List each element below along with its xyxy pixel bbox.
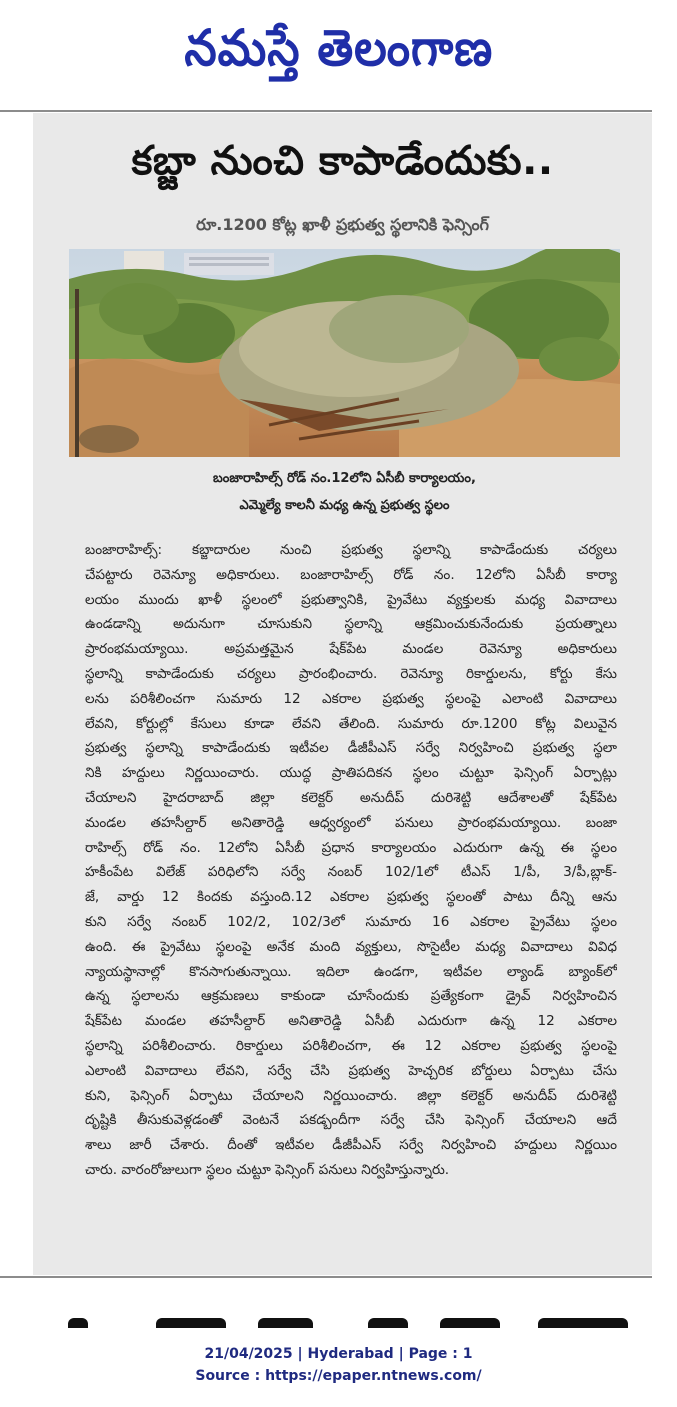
body-line: షేక్‌పేట మండల తహసీల్దార్ అనితారెడ్డి ఏసీబీ ఎదురుగా ఉన్న 12 ఎకరాల <box>85 1013 617 1030</box>
body-line: ప్రారంభమయ్యాయి. అప్రమత్తమైన షేక్‌పేట మండల రెవెన్యూ అధికారులు <box>85 641 617 658</box>
body-line: ఉండడాన్ని అదునుగా చూసుకుని స్థలాన్ని ఆక్రమించుకునేందుకు ప్రయత్నాలు <box>85 616 617 633</box>
article-body <box>85 538 617 1183</box>
body-line: కుని సర్వే నంబర్ 102/2, 102/3లో సుమారు 16 ఎకరాల ప్రైవేటు స్థలం <box>85 913 617 930</box>
body-line: స్థలాన్ని కాపాడేందుకు చర్యలు ప్రారంభించారు. రెవెన్యూ రికార్డులను, కోర్టు కేసు <box>85 665 617 682</box>
body-line: లయం ముందు ఖాళీ స్థలంలో ప్రభుత్వానికి, ప్రైవేటు వ్యక్తులకు మధ్య వివాదాలు <box>85 591 617 608</box>
body-line: కుని, ఫెన్సింగ్ ఏర్పాటు చేయాలని నిర్ణయించారు. జిల్లా కలెక్టర్ అనుదీప్ దురిశెట్టి <box>85 1087 617 1104</box>
article-photo <box>69 249 620 457</box>
body-line: లేవని, కోర్టుల్లో కేసులు కూడా లేవని తేలింది. సుమారు రూ.1200 కోట్ల విలువైన <box>85 715 617 732</box>
bottom-divider <box>0 1276 652 1278</box>
footer-source-link[interactable]: Source : https://epaper.ntnews.com/ <box>195 1368 482 1384</box>
body-line: చేపట్టారు రెవెన్యూ అధికారులు. బంజారాహిల్స్ రోడ్ నం. 12లోని ఏసీబీ కార్యా <box>85 566 617 583</box>
newspaper-logo: నమస్తే తెలంగాణ <box>184 18 493 77</box>
top-divider <box>0 110 652 112</box>
body-line: చేయాలని హైదరాబాద్ జిల్లా కలెక్టర్ అనుదీప్ దురిశెట్టి ఆదేశాలతో షేక్‌పేట <box>85 789 617 806</box>
body-line: దృష్టికి తీసుకువెళ్లడంతో వెంటనే పకడ్బందీగా సర్వే చేసి ఫెన్సింగ్ చేయాలని ఆదే <box>85 1112 617 1129</box>
body-line: హకీంపేట విలేజ్ పరిధిలోని సర్వే నంబర్ 102/1లో టీఎస్ 1/పీ, 3/పీ,బ్లాక్- <box>85 864 617 881</box>
body-line: శాలు జారీ చేశారు. దీంతో ఇటీవల డీజీపీఎస్ సర్వే నిర్వహించి హద్దులు నిర్ణయిం <box>85 1137 617 1154</box>
body-line: జే, వార్డు 12 కిందకు వస్తుంది.12 ఎకరాల ప్రభుత్వ స్థలంతో పాటు దీన్ని ఆను <box>85 889 617 906</box>
page-footer <box>0 1343 677 1387</box>
body-line: న్యాయస్థానాల్లో కొనసాగుతున్నాయి. ఇదిలా ఉండగా, ఇటీవల ల్యాండ్ బ్యాంక్‌లో <box>85 963 617 980</box>
overgrown-land-photo-image <box>69 249 620 457</box>
body-line: రాహిల్స్ రోడ్ నం. 12లోని ఏసీబీ ప్రధాన కార్యాలయం ఎదురుగా ఉన్న ఈ స్థలం <box>85 839 617 856</box>
body-line: బంజారాహిల్స్: కబ్జాదారుల నుంచి ప్రభుత్వ స్థలాన్ని కాపాడేందుకు చర్యలు <box>85 542 617 558</box>
footer-dateline: 21/04/2025 | Hyderabad | Page : 1 <box>204 1346 473 1362</box>
body-line: మండల తహసీల్దార్ అనితారెడ్డి ఆధ్వర్యంలో పనులు ప్రారంభమయ్యాయి. బంజా <box>85 814 617 831</box>
masthead <box>0 0 677 108</box>
body-line: చారు. వారంరోజులుగా స్థలం చుట్టూ ఫెన్సింగ్ పనులు నిర్వహిస్తున్నారు. <box>85 1161 450 1178</box>
caption-line: బంజారాహిల్స్ రోడ్ నం.12లోని ఏసీబీ కార్యాలయం, <box>213 471 476 486</box>
body-line: లను పరిశీలించగా సుమారు 12 ఎకరాల ప్రభుత్వ స్థలంపై ఎలాంటి వివాదాలు <box>85 690 617 707</box>
photo-caption <box>69 465 620 519</box>
news-article <box>33 113 652 1275</box>
article-headline: కబ్జా నుంచి కాపాడేందుకు.. <box>131 138 554 184</box>
article-subheadline: రూ.1200 కోట్ల ఖాళీ ప్రభుత్వ స్థలానికి ఫెన్సింగ్ <box>196 215 489 234</box>
body-line: ప్రభుత్వ స్థలాన్ని కాపాడేందుకు ఇటీవల డీజీపీఎస్ సర్వే నిర్వహించి ప్రభుత్వ స్థలా <box>85 740 617 757</box>
body-line: నికి హద్దులు నిర్ణయించారు. యుద్ధ ప్రాతిపదికన స్థలం చుట్టూ ఫెన్సింగ్ ఏర్పాట్లు <box>85 765 617 782</box>
body-line: ఎలాంటి వివాదాలు లేవని, సర్వే చేసి ప్రభుత్వ హెచ్చరిక బోర్డులు ఏర్పాటు చేసు <box>85 1062 617 1079</box>
body-line: ఉంది. ఈ ప్రైవేటు స్థలంపై అనేక మంది వ్యక్తులు, సొసైటీల మధ్య వివాదాలు వివిధ <box>85 938 617 955</box>
cropped-next-headline <box>68 1318 634 1328</box>
body-line: స్థలాన్ని పరిశీలించారు. రికార్డులు పరిశీలించగా, ఈ 12 ఎకరాల ప్రభుత్వ స్థలంపై <box>85 1037 617 1054</box>
caption-line: ఎమ్మెల్యే కాలనీ మధ్య ఉన్న ప్రభుత్వ స్థలం <box>239 498 450 513</box>
body-line: ఉన్న స్థలాలను ఆక్రమణలు కాకుండా చూసేందుకు ప్రత్యేకంగా డ్రైవ్ నిర్వహించిన <box>85 988 617 1005</box>
